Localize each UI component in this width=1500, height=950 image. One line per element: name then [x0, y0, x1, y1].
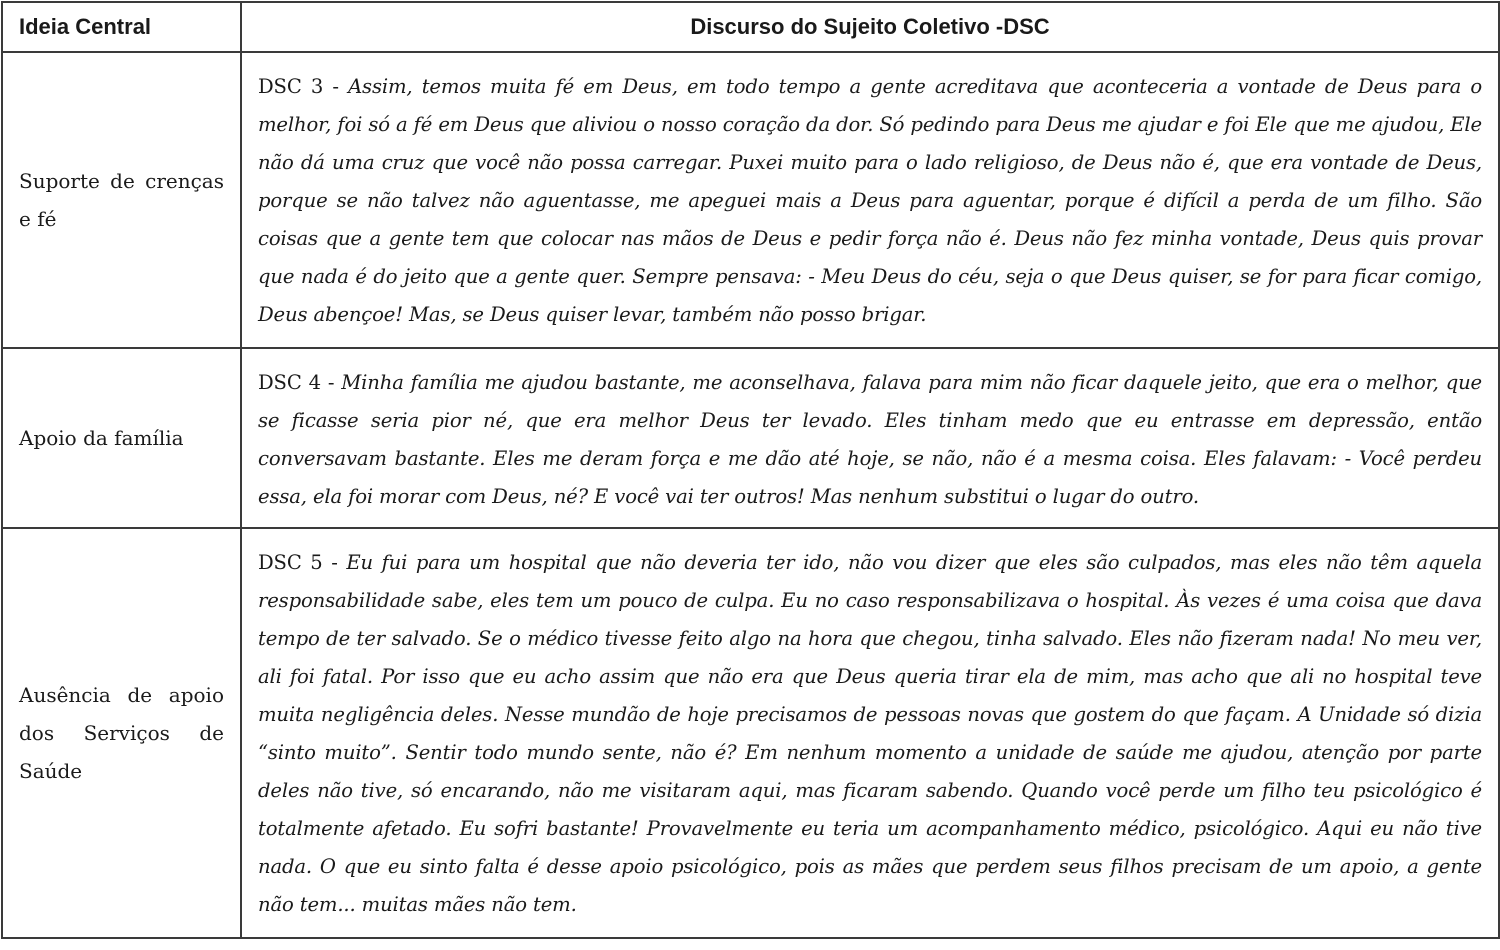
table-row: [2, 348, 1499, 528]
ideia-central-cell: Apoio da família: [2, 348, 241, 528]
table-row: [2, 528, 1499, 938]
dsc-table: [1, 1, 1500, 939]
ideia-central-cell: Suporte de crenças e fé: [2, 52, 241, 348]
header-ideia-central: Ideia Central: [2, 2, 241, 52]
table-header-row: [2, 2, 1499, 52]
dsc-text: Eu fui para um hospital que não deveria ter ido, não vou dizer que eles são culpados, mas eles não têm aquela responsabilidade sabe, eles tem um pouco de culpa. Eu no caso responsabilizava o hospital. Às vezes é uma coisa que dava tempo de ter salvado. Se o médico tivesse feito algo na hora que chegou, tinha salvado. Eles não fizeram nada! No meu ver, ali foi fatal. Por isso que eu acho assim que não era que Deus queria tirar ela de mim, mas acho que ali no hospital teve muita negligência deles. Nesse mundão de hoje precisamos de pessoas novas que gostem do que façam. A Unidade só dizia “sinto muito”. Sentir todo mundo sente, não é? Em nenhum momento a unidade de saúde me ajudou, atenção por parte deles não tive, só encarando, não me visitaram aqui, mas ficaram sabendo. Quando você perde um filho teu psicológico é totalmente afetado. Eu sofri bastante! Provavelmente eu teria um acompanhamento médico, psicológico. Aqui eu não tive nada. O que eu sinto falta é desse apoio psicológico, pois as mães que perdem seus filhos precisam de um apoio, a gente não tem... muitas mães não tem.: [258, 551, 1482, 916]
dsc-cell: [241, 52, 1499, 348]
dsc-cell: [241, 528, 1499, 938]
dsc-label: DSC 4 -: [258, 371, 342, 394]
dsc-text: Minha família me ajudou bastante, me aconselhava, falava para mim não ficar daquele jeito, que era o melhor, que se ficasse seria pior né, que era melhor Deus ter levado. Eles tinham medo que eu entrasse em depressão, então conversavam bastante. Eles me deram força e me dão até hoje, se não, não é a mesma coisa. Eles falavam: - Você perdeu essa, ela foi morar com Deus, né? E você vai ter outros! Mas nenhum substitui o lugar do outro.: [258, 371, 1482, 508]
header-dsc: Discurso do Sujeito Coletivo -DSC: [241, 2, 1499, 52]
dsc-label: DSC 5 -: [258, 551, 347, 574]
dsc-label: DSC 3 -: [258, 75, 349, 98]
table-row: [2, 52, 1499, 348]
dsc-text: Assim, temos muita fé em Deus, em todo tempo a gente acreditava que aconteceria a vontade de Deus para o melhor, foi só a fé em Deus que aliviou o nosso coração da dor. Só pedindo para Deus me ajudar e foi Ele que me ajudou, Ele não dá uma cruz que você não possa carregar. Puxei muito para o lado religioso, de Deus não é, que era vontade de Deus, porque se não talvez não aguentasse, me apeguei mais a Deus para aguentar, porque é difícil a perda de um filho. São coisas que a gente tem que colocar nas mãos de Deus e pedir força não é. Deus não fez minha vontade, Deus quis provar que nada é do jeito que a gente quer. Sempre pensava: - Meu Deus do céu, seja o que Deus quiser, se for para ficar comigo, Deus abençoe! Mas, se Deus quiser levar, também não posso brigar.: [258, 75, 1482, 326]
dsc-cell: [241, 348, 1499, 528]
cropped-caption-strip: [0, 940, 1500, 950]
ideia-central-cell: Ausência de apoio dos Serviços de Saúde: [2, 528, 241, 938]
